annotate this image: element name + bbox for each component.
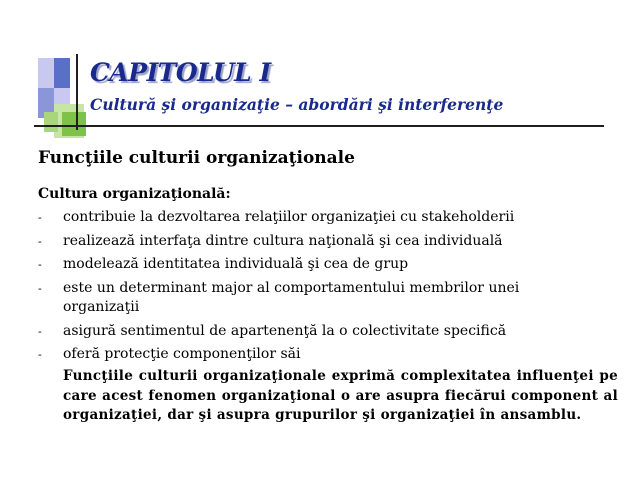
list-intro: Cultura organizaţională:	[38, 186, 231, 202]
slide-subtitle: Cultură şi organizaţie – abordări şi interferenţe	[90, 95, 504, 114]
title-horizontal-rule	[34, 125, 604, 127]
functions-list	[38, 208, 618, 369]
list-item	[38, 232, 618, 252]
dash-bullet: -	[38, 234, 42, 248]
list-item-text: realizează interfaţa dintre cultura naţională şi cea individuală	[63, 232, 503, 249]
summary-paragraph: Funcţiile culturii organizaţionale exprimă complexitatea influenţei pe care acest fenomen organizaţional o are asupra fiecărui component al organizaţiei, dar şi asupra grupurilor şi organizaţiei în ansamblu.	[63, 368, 618, 423]
dash-bullet: -	[38, 348, 42, 361]
list-item-text: oferă protecţie componenţilor săi	[63, 346, 301, 362]
section-heading: Funcţiile culturii organizaţionale	[38, 148, 355, 168]
dash-bullet: -	[38, 258, 42, 271]
dash-bullet: -	[38, 281, 42, 295]
list-item	[38, 322, 618, 342]
list-item-text: modelează identitatea individuală şi cea de grup	[63, 256, 409, 272]
list-item	[38, 279, 618, 318]
dash-bullet: -	[38, 211, 42, 224]
list-item-text: este un determinant major al comportamentului membrilor unei organizaţii	[63, 279, 520, 315]
list-item-text: contribuie la dezvoltarea relaţiilor organizaţiei cu stakeholderii	[63, 209, 515, 225]
list-item	[38, 255, 618, 275]
list-item-text: asigură sentimentul de apartenenţă la o colectivitate specifică	[63, 322, 507, 339]
list-item	[38, 345, 618, 365]
slide-title: CAPITOLUL I	[90, 58, 271, 87]
list-item	[38, 208, 618, 228]
title-vertical-rule	[76, 54, 78, 130]
dash-bullet: -	[38, 324, 42, 338]
